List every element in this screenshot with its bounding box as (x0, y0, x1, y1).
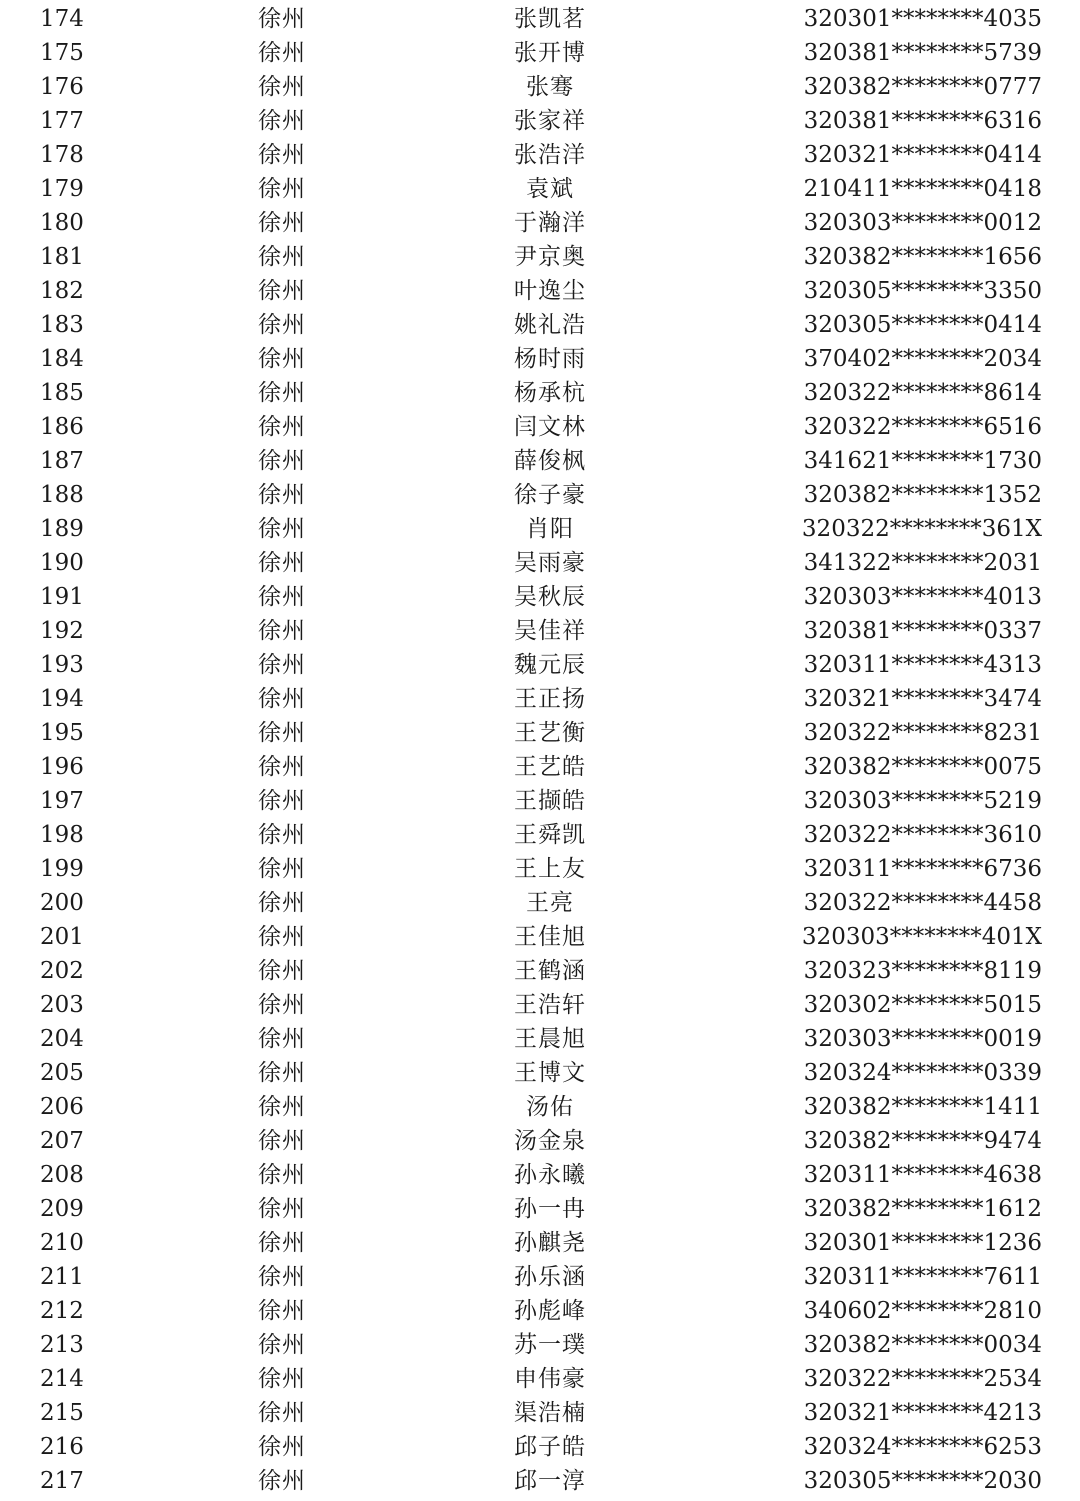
row-city: 徐州 (258, 686, 306, 712)
table-row (0, 342, 1080, 376)
table-row (0, 546, 1080, 580)
row-city: 徐州 (258, 6, 306, 32)
row-number: 200 (40, 890, 84, 916)
row-number: 207 (40, 1128, 84, 1154)
table-row (0, 36, 1080, 70)
row-id-number: 320303********4013 (803, 584, 1042, 610)
table-row (0, 512, 1080, 546)
row-number: 176 (40, 74, 84, 100)
table-row (0, 1260, 1080, 1294)
row-name: 姚礼浩 (514, 312, 586, 338)
row-number: 205 (40, 1060, 84, 1086)
row-name: 王鹤涵 (514, 958, 586, 984)
row-city: 徐州 (258, 74, 306, 100)
row-city: 徐州 (258, 550, 306, 576)
row-id-number: 210411********0418 (803, 176, 1042, 202)
row-city: 徐州 (258, 210, 306, 236)
row-city: 徐州 (258, 1026, 306, 1052)
row-city: 徐州 (258, 482, 306, 508)
row-id-number: 320322********3610 (803, 822, 1042, 848)
row-city: 徐州 (258, 1332, 306, 1358)
row-name: 孙永曦 (514, 1162, 586, 1188)
row-name: 于瀚洋 (514, 210, 586, 236)
row-number: 198 (40, 822, 84, 848)
row-id-number: 320301********4035 (803, 6, 1042, 32)
row-id-number: 320322********6516 (803, 414, 1042, 440)
row-id-number: 320305********3350 (803, 278, 1042, 304)
row-number: 181 (40, 244, 84, 270)
row-city: 徐州 (258, 788, 306, 814)
row-number: 216 (40, 1434, 84, 1460)
table-row (0, 716, 1080, 750)
table-row (0, 920, 1080, 954)
row-city: 徐州 (258, 142, 306, 168)
row-city: 徐州 (258, 1128, 306, 1154)
row-name: 王佳旭 (514, 924, 586, 950)
row-name: 孙彪峰 (514, 1298, 586, 1324)
row-name: 魏元辰 (514, 652, 586, 678)
row-id-number: 320324********6253 (803, 1434, 1042, 1460)
table-row (0, 478, 1080, 512)
row-number: 184 (40, 346, 84, 372)
row-id-number: 340602********2810 (803, 1298, 1042, 1324)
row-name: 张开博 (514, 40, 586, 66)
table-row (0, 410, 1080, 444)
row-number: 202 (40, 958, 84, 984)
row-city: 徐州 (258, 1196, 306, 1222)
row-name: 邱一淳 (514, 1468, 586, 1494)
row-name: 王上友 (514, 856, 586, 882)
row-name: 叶逸尘 (514, 278, 586, 304)
row-id-number: 320382********1612 (803, 1196, 1042, 1222)
row-number: 189 (40, 516, 84, 542)
row-number: 195 (40, 720, 84, 746)
row-number: 192 (40, 618, 84, 644)
row-id-number: 320305********0414 (803, 312, 1042, 338)
row-city: 徐州 (258, 312, 306, 338)
row-number: 174 (40, 6, 84, 32)
row-city: 徐州 (258, 380, 306, 406)
row-city: 徐州 (258, 1298, 306, 1324)
row-city: 徐州 (258, 1468, 306, 1494)
row-number: 182 (40, 278, 84, 304)
table-row (0, 240, 1080, 274)
table-row (0, 104, 1080, 138)
table-row (0, 1226, 1080, 1260)
table-row (0, 954, 1080, 988)
row-number: 194 (40, 686, 84, 712)
row-name: 尹京奥 (514, 244, 586, 270)
roster-table (0, 2, 1080, 1498)
row-city: 徐州 (258, 516, 306, 542)
row-id-number: 370402********2034 (803, 346, 1042, 372)
row-city: 徐州 (258, 176, 306, 202)
row-id-number: 320305********2030 (803, 1468, 1042, 1494)
row-city: 徐州 (258, 1400, 306, 1426)
row-number: 217 (40, 1468, 84, 1494)
table-row (0, 138, 1080, 172)
row-id-number: 320324********0339 (803, 1060, 1042, 1086)
row-id-number: 320323********8119 (803, 958, 1042, 984)
row-name: 苏一璞 (514, 1332, 586, 1358)
row-city: 徐州 (258, 1060, 306, 1086)
row-number: 214 (40, 1366, 84, 1392)
row-city: 徐州 (258, 890, 306, 916)
table-row (0, 886, 1080, 920)
row-id-number: 320303********401X (801, 924, 1042, 950)
row-name: 吴雨豪 (514, 550, 586, 576)
row-number: 206 (40, 1094, 84, 1120)
row-city: 徐州 (258, 108, 306, 134)
row-id-number: 320382********0777 (803, 74, 1042, 100)
row-number: 210 (40, 1230, 84, 1256)
row-name: 张凯茗 (514, 6, 586, 32)
table-row (0, 2, 1080, 36)
row-city: 徐州 (258, 584, 306, 610)
row-name: 吴秋辰 (514, 584, 586, 610)
row-id-number: 320311********6736 (803, 856, 1042, 882)
table-row (0, 1362, 1080, 1396)
row-city: 徐州 (258, 856, 306, 882)
table-row (0, 376, 1080, 410)
row-city: 徐州 (258, 618, 306, 644)
row-id-number: 320303********0012 (803, 210, 1042, 236)
row-number: 183 (40, 312, 84, 338)
row-name: 渠浩楠 (514, 1400, 586, 1426)
row-name: 吴佳祥 (514, 618, 586, 644)
row-id-number: 341621********1730 (803, 448, 1042, 474)
row-number: 190 (40, 550, 84, 576)
row-id-number: 320382********1411 (803, 1094, 1042, 1120)
row-id-number: 320311********4313 (803, 652, 1042, 678)
row-name: 王艺衡 (514, 720, 586, 746)
table-row (0, 1090, 1080, 1124)
row-name: 邱子皓 (514, 1434, 586, 1460)
table-row (0, 206, 1080, 240)
row-city: 徐州 (258, 1230, 306, 1256)
table-row (0, 1158, 1080, 1192)
row-city: 徐州 (258, 278, 306, 304)
row-id-number: 320303********0019 (803, 1026, 1042, 1052)
row-id-number: 320381********0337 (803, 618, 1042, 644)
table-row (0, 682, 1080, 716)
table-row (0, 172, 1080, 206)
row-id-number: 320321********3474 (803, 686, 1042, 712)
row-city: 徐州 (258, 414, 306, 440)
row-number: 179 (40, 176, 84, 202)
row-city: 徐州 (258, 346, 306, 372)
row-city: 徐州 (258, 720, 306, 746)
row-number: 191 (40, 584, 84, 610)
row-id-number: 320301********1236 (803, 1230, 1042, 1256)
row-id-number: 320303********5219 (803, 788, 1042, 814)
row-name: 王正扬 (514, 686, 586, 712)
row-name: 孙麒尧 (514, 1230, 586, 1256)
row-id-number: 320381********6316 (803, 108, 1042, 134)
row-city: 徐州 (258, 40, 306, 66)
row-number: 215 (40, 1400, 84, 1426)
table-row (0, 308, 1080, 342)
row-name: 孙乐涵 (514, 1264, 586, 1290)
row-number: 208 (40, 1162, 84, 1188)
row-city: 徐州 (258, 754, 306, 780)
row-city: 徐州 (258, 924, 306, 950)
row-id-number: 320382********0034 (803, 1332, 1042, 1358)
table-row (0, 750, 1080, 784)
row-id-number: 320322********2534 (803, 1366, 1042, 1392)
row-name: 闫文林 (514, 414, 586, 440)
table-row (0, 988, 1080, 1022)
row-city: 徐州 (258, 958, 306, 984)
row-number: 212 (40, 1298, 84, 1324)
row-number: 204 (40, 1026, 84, 1052)
table-row (0, 444, 1080, 478)
row-name: 申伟豪 (514, 1366, 586, 1392)
table-row (0, 648, 1080, 682)
row-city: 徐州 (258, 448, 306, 474)
row-name: 王博文 (514, 1060, 586, 1086)
row-number: 186 (40, 414, 84, 440)
row-number: 209 (40, 1196, 84, 1222)
row-name: 汤佑 (526, 1094, 574, 1120)
table-row (0, 1124, 1080, 1158)
row-number: 196 (40, 754, 84, 780)
row-number: 199 (40, 856, 84, 882)
row-name: 肖阳 (526, 516, 574, 542)
table-row (0, 852, 1080, 886)
row-name: 张家祥 (514, 108, 586, 134)
table-row (0, 784, 1080, 818)
row-id-number: 320322********8614 (803, 380, 1042, 406)
row-id-number: 320322********8231 (803, 720, 1042, 746)
row-number: 180 (40, 210, 84, 236)
row-number: 185 (40, 380, 84, 406)
row-city: 徐州 (258, 244, 306, 270)
row-number: 213 (40, 1332, 84, 1358)
table-row (0, 1022, 1080, 1056)
row-city: 徐州 (258, 1264, 306, 1290)
row-id-number: 320321********0414 (803, 142, 1042, 168)
row-number: 201 (40, 924, 84, 950)
row-id-number: 320322********361X (801, 516, 1042, 542)
row-id-number: 320322********4458 (803, 890, 1042, 916)
row-name: 杨承杭 (514, 380, 586, 406)
row-id-number: 320382********1352 (803, 482, 1042, 508)
table-row (0, 1464, 1080, 1498)
row-name: 袁斌 (526, 176, 574, 202)
row-number: 187 (40, 448, 84, 474)
row-name: 杨时雨 (514, 346, 586, 372)
row-id-number: 320311********7611 (803, 1264, 1042, 1290)
table-row (0, 1294, 1080, 1328)
table-row (0, 70, 1080, 104)
table-row (0, 1328, 1080, 1362)
table-row (0, 1430, 1080, 1464)
row-city: 徐州 (258, 652, 306, 678)
table-row (0, 1056, 1080, 1090)
row-number: 188 (40, 482, 84, 508)
row-id-number: 320382********0075 (803, 754, 1042, 780)
row-city: 徐州 (258, 992, 306, 1018)
row-id-number: 320381********5739 (803, 40, 1042, 66)
row-city: 徐州 (258, 1434, 306, 1460)
row-name: 孙一冉 (514, 1196, 586, 1222)
row-name: 王晨旭 (514, 1026, 586, 1052)
row-id-number: 320382********9474 (803, 1128, 1042, 1154)
row-name: 徐子豪 (514, 482, 586, 508)
table-row (0, 580, 1080, 614)
row-name: 薛俊枫 (514, 448, 586, 474)
table-row (0, 614, 1080, 648)
row-city: 徐州 (258, 1366, 306, 1392)
row-id-number: 320311********4638 (803, 1162, 1042, 1188)
row-name: 王浩轩 (514, 992, 586, 1018)
row-id-number: 320302********5015 (803, 992, 1042, 1018)
row-name: 王艺皓 (514, 754, 586, 780)
row-name: 张浩洋 (514, 142, 586, 168)
row-id-number: 320321********4213 (803, 1400, 1042, 1426)
row-number: 178 (40, 142, 84, 168)
row-city: 徐州 (258, 1094, 306, 1120)
row-id-number: 320382********1656 (803, 244, 1042, 270)
row-number: 211 (40, 1264, 84, 1290)
row-name: 张骞 (526, 74, 574, 100)
table-row (0, 274, 1080, 308)
row-name: 汤金泉 (514, 1128, 586, 1154)
row-id-number: 341322********2031 (803, 550, 1042, 576)
table-row (0, 1396, 1080, 1430)
table-row (0, 1192, 1080, 1226)
row-city: 徐州 (258, 822, 306, 848)
row-number: 177 (40, 108, 84, 134)
row-name: 王舜凯 (514, 822, 586, 848)
row-name: 王撷皓 (514, 788, 586, 814)
row-number: 197 (40, 788, 84, 814)
row-number: 193 (40, 652, 84, 678)
row-name: 王亮 (526, 890, 574, 916)
row-city: 徐州 (258, 1162, 306, 1188)
table-row (0, 818, 1080, 852)
row-number: 203 (40, 992, 84, 1018)
row-number: 175 (40, 40, 84, 66)
